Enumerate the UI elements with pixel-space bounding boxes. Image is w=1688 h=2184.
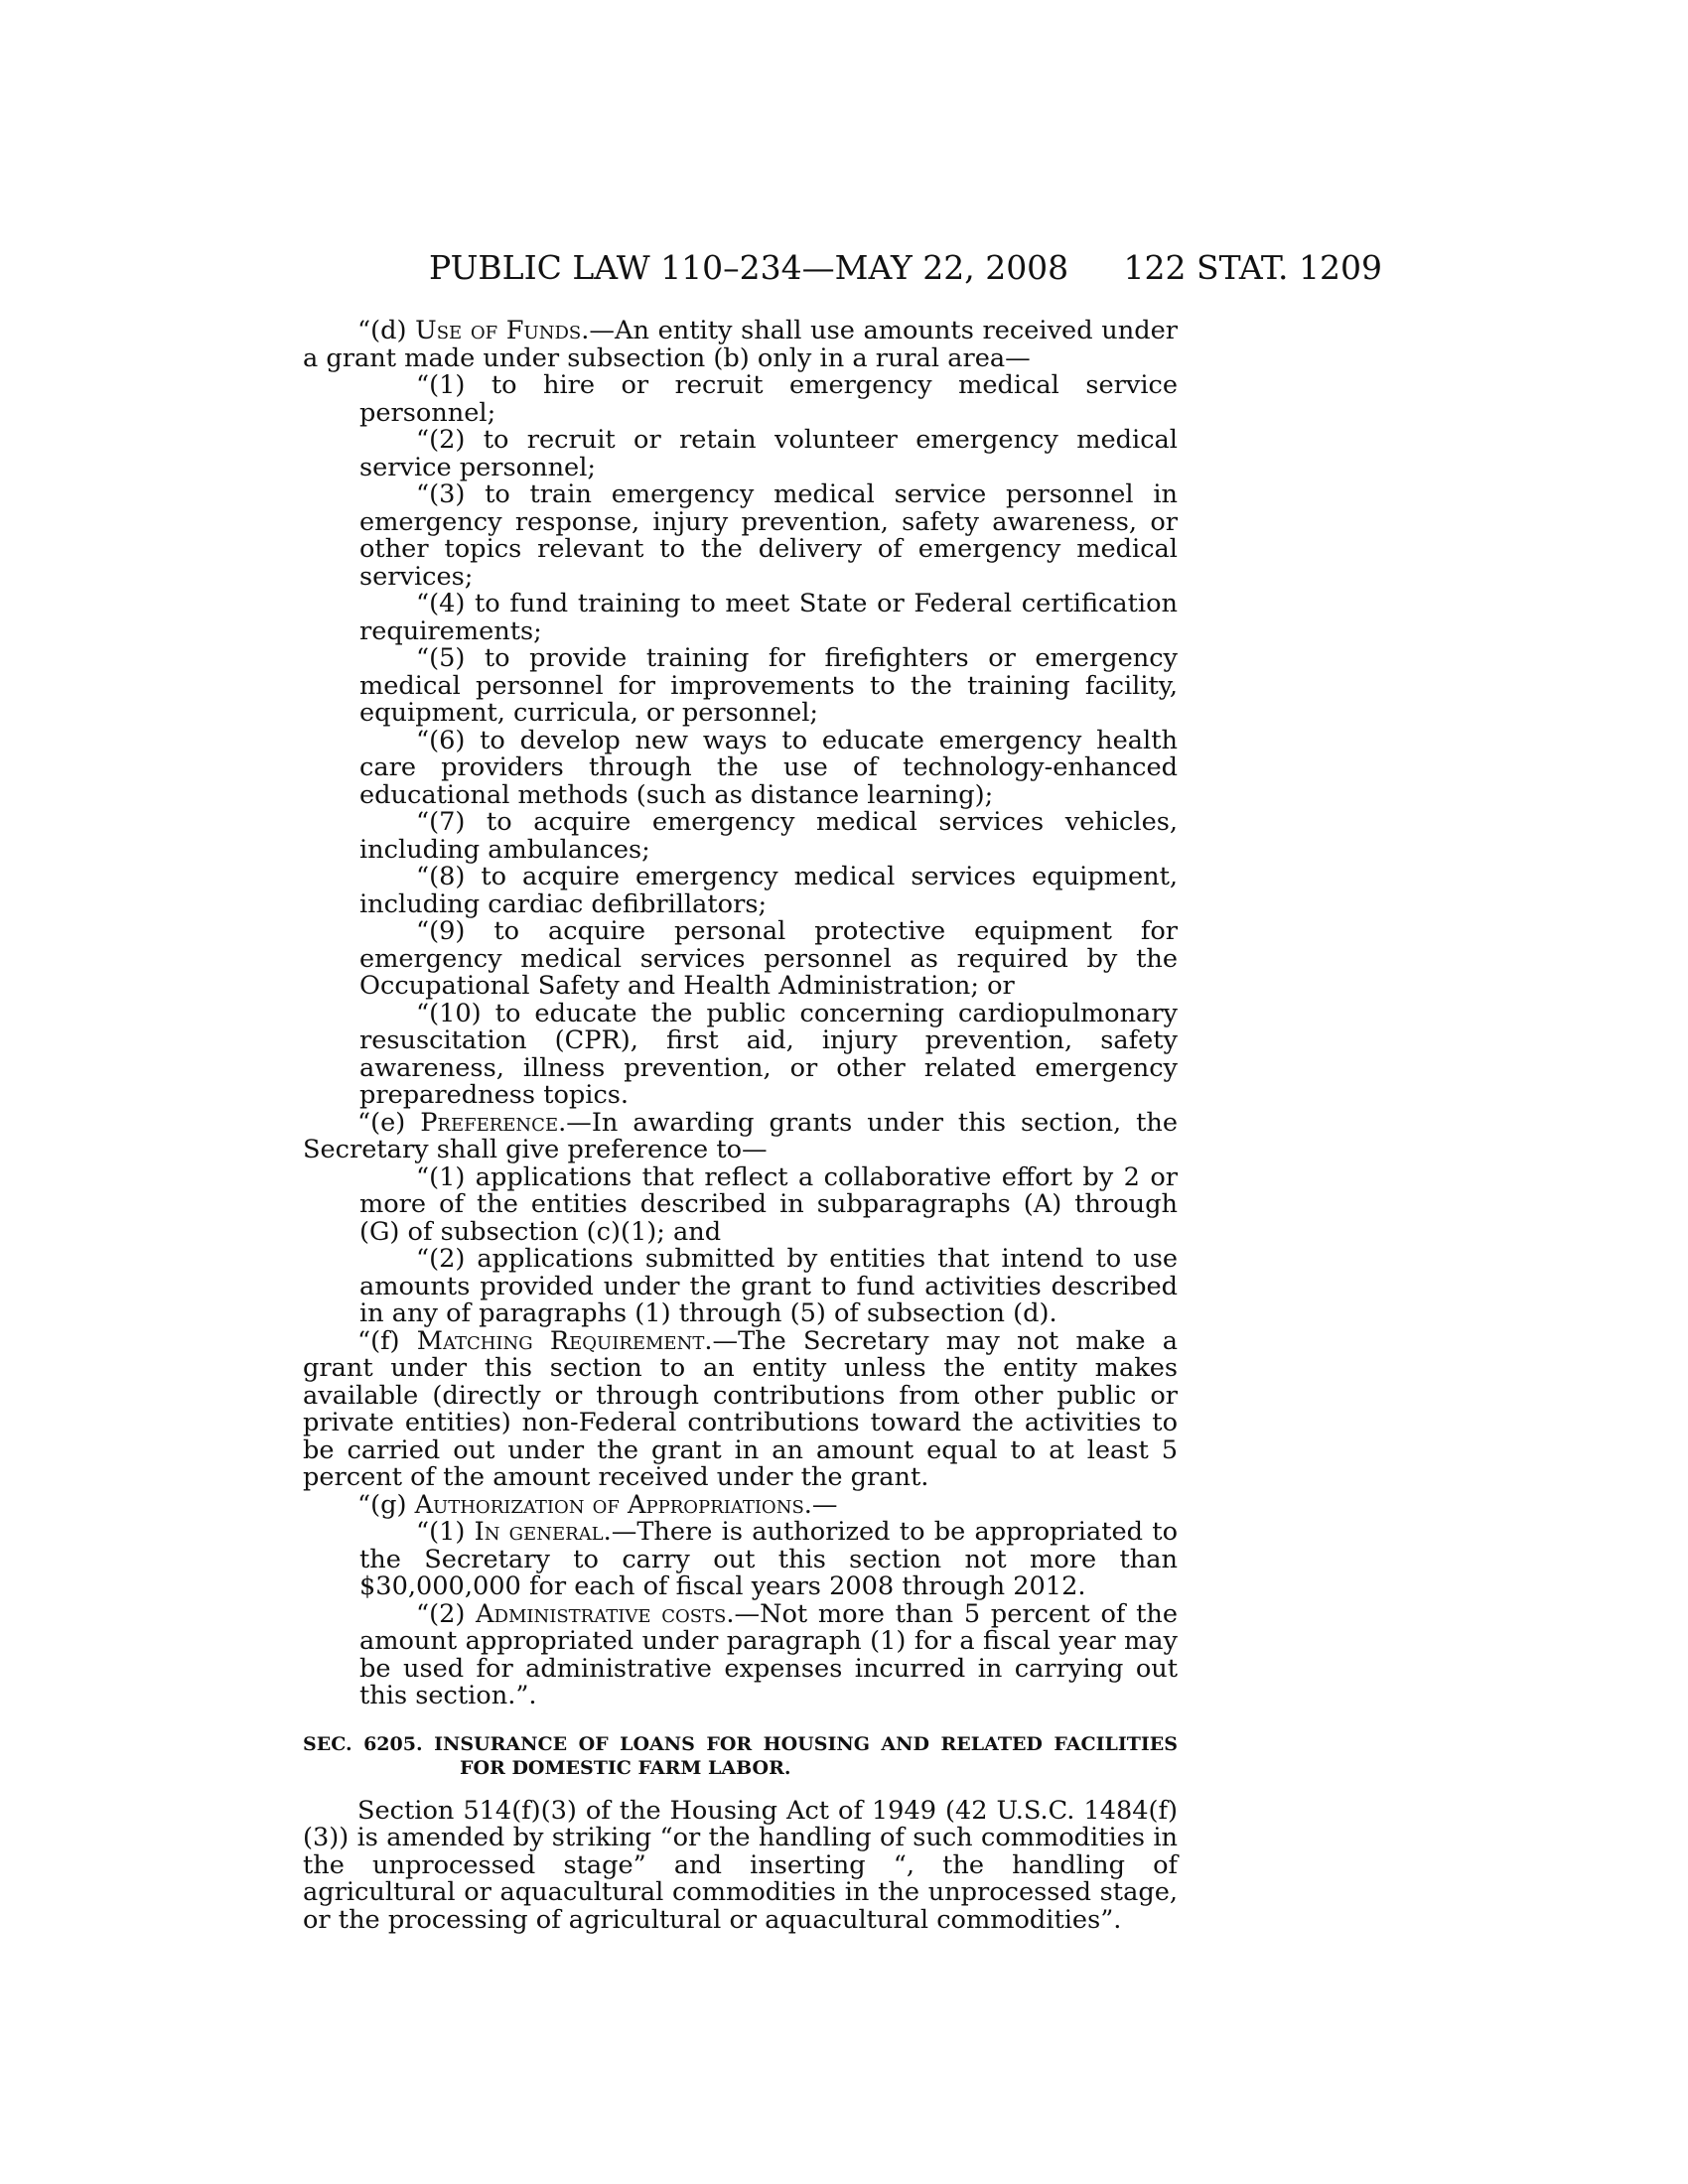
section-6205-heading: SEC. 6205. INSURANCE OF LOANS FOR HOUSING AND RELATED FACILITIES FOR DOMESTIC FARM LABOR. bbox=[303, 1732, 1178, 1779]
subsection-e-heading: Preference bbox=[420, 1107, 559, 1138]
paragraph-g-2-heading: Administrative costs bbox=[476, 1598, 727, 1629]
subsection-g: “(g) Authorization of Appropriations.— bbox=[357, 1489, 838, 1520]
subsection-d: “(d) Use of Funds.—An entity shall use amounts received under a grant made under subsection (b) only in a rural area— bbox=[303, 316, 1178, 373]
paragraph-e-1: “(1) applications that reflect a collaborative effort by 2 or more of the entities described in subparagraphs (A) through (G) of subsection (c)(1); and bbox=[359, 1161, 1178, 1247]
subsection-d-heading: Use of Funds bbox=[415, 316, 582, 345]
paragraph-d-1: “(1) to hire or recruit emergency medical service personnel; bbox=[359, 370, 1178, 428]
paragraph-d-5: “(5) to provide training for firefighters or emergency medical personnel for improvements to the training facility, equipment, curricula, or personnel; bbox=[359, 643, 1178, 728]
paragraph-g-2: “(2) Administrative costs.—Not more than 5 percent of the amount appropriated under paragraph (1) for a fiscal year may be used for administrative expenses incurred in carrying out this section.”. bbox=[359, 1598, 1178, 1710]
subsection-e: “(e) Preference.—In awarding grants under this section, the Secretary shall give preference to— bbox=[303, 1107, 1179, 1164]
page-header bbox=[429, 248, 1382, 288]
paragraph-d-4: “(4) to fund training to meet State or Federal certification requirements; bbox=[359, 589, 1178, 646]
paragraph-d-6: “(6) to develop new ways to educate emergency health care providers through the use of technology-enhanced educational methods (such as distance learning); bbox=[359, 725, 1178, 810]
public-law-citation: PUBLIC LAW 110–234—MAY 22, 2008 bbox=[429, 248, 1069, 287]
paragraph-g-1-heading: In general bbox=[474, 1517, 604, 1547]
paragraph-d-10: “(10) to educate the public concerning cardiopulmonary resuscitation (CPR), first aid, injury prevention, safety awareness, illness prevention, or other related emergency preparedness topics. bbox=[359, 998, 1178, 1110]
page-body bbox=[303, 318, 1178, 1934]
paragraph-d-9: “(9) to acquire personal protective equipment for emergency medical services personnel as required by the Occupational Safety and Health Administration; or bbox=[359, 916, 1178, 1001]
paragraph-d-3: “(3) to train emergency medical service personnel in emergency response, injury prevention, safety awareness, or other topics relevant to the delivery of emergency medical services; bbox=[359, 479, 1178, 592]
subsection-f: “(f) Matching Requirement.—The Secretary may not make a grant under this section to an entity unless the entity makes available (directly or through contributions from other public or private entities) non-Federal contributions toward the activities to be carried out under the grant in an amount equal to at least 5 percent of the amount received under the grant. bbox=[303, 1325, 1178, 1492]
paragraph-d-8: “(8) to acquire emergency medical services equipment, including cardiac defibrillators; bbox=[359, 862, 1178, 919]
subsection-f-heading: Matching Requirement bbox=[416, 1325, 705, 1356]
paragraph-g-1: “(1) In general.—There is authorized to be appropriated to the Secretary to carry out this section not more than $30,000,000 for each of fiscal years 2008 through 2012. bbox=[359, 1517, 1178, 1601]
subsection-g-heading: Authorization of Appropriations bbox=[414, 1489, 804, 1520]
statute-page-number: 122 STAT. 1209 bbox=[1123, 248, 1382, 287]
paragraph-e-2: “(2) applications submitted by entities that intend to use amounts provided under the grant to fund activities described in any of paragraphs (1) through (5) of subsection (d). bbox=[359, 1244, 1178, 1328]
paragraph-d-7: “(7) to acquire emergency medical services vehicles, including ambulances; bbox=[359, 807, 1178, 865]
paragraph-d-2: “(2) to recruit or retain volunteer emergency medical service personnel; bbox=[359, 425, 1178, 482]
section-6205-body: Section 514(f)(3) of the Housing Act of 1949 (42 U.S.C. 1484(f)(3)) is amended by striking “or the handling of such commodities in the unprocessed stage” and inserting “, the handling of agricultural or aquacultural commodities in the unprocessed stage, or the processing of agricultural or aquacultural commodities”. bbox=[303, 1795, 1178, 1935]
